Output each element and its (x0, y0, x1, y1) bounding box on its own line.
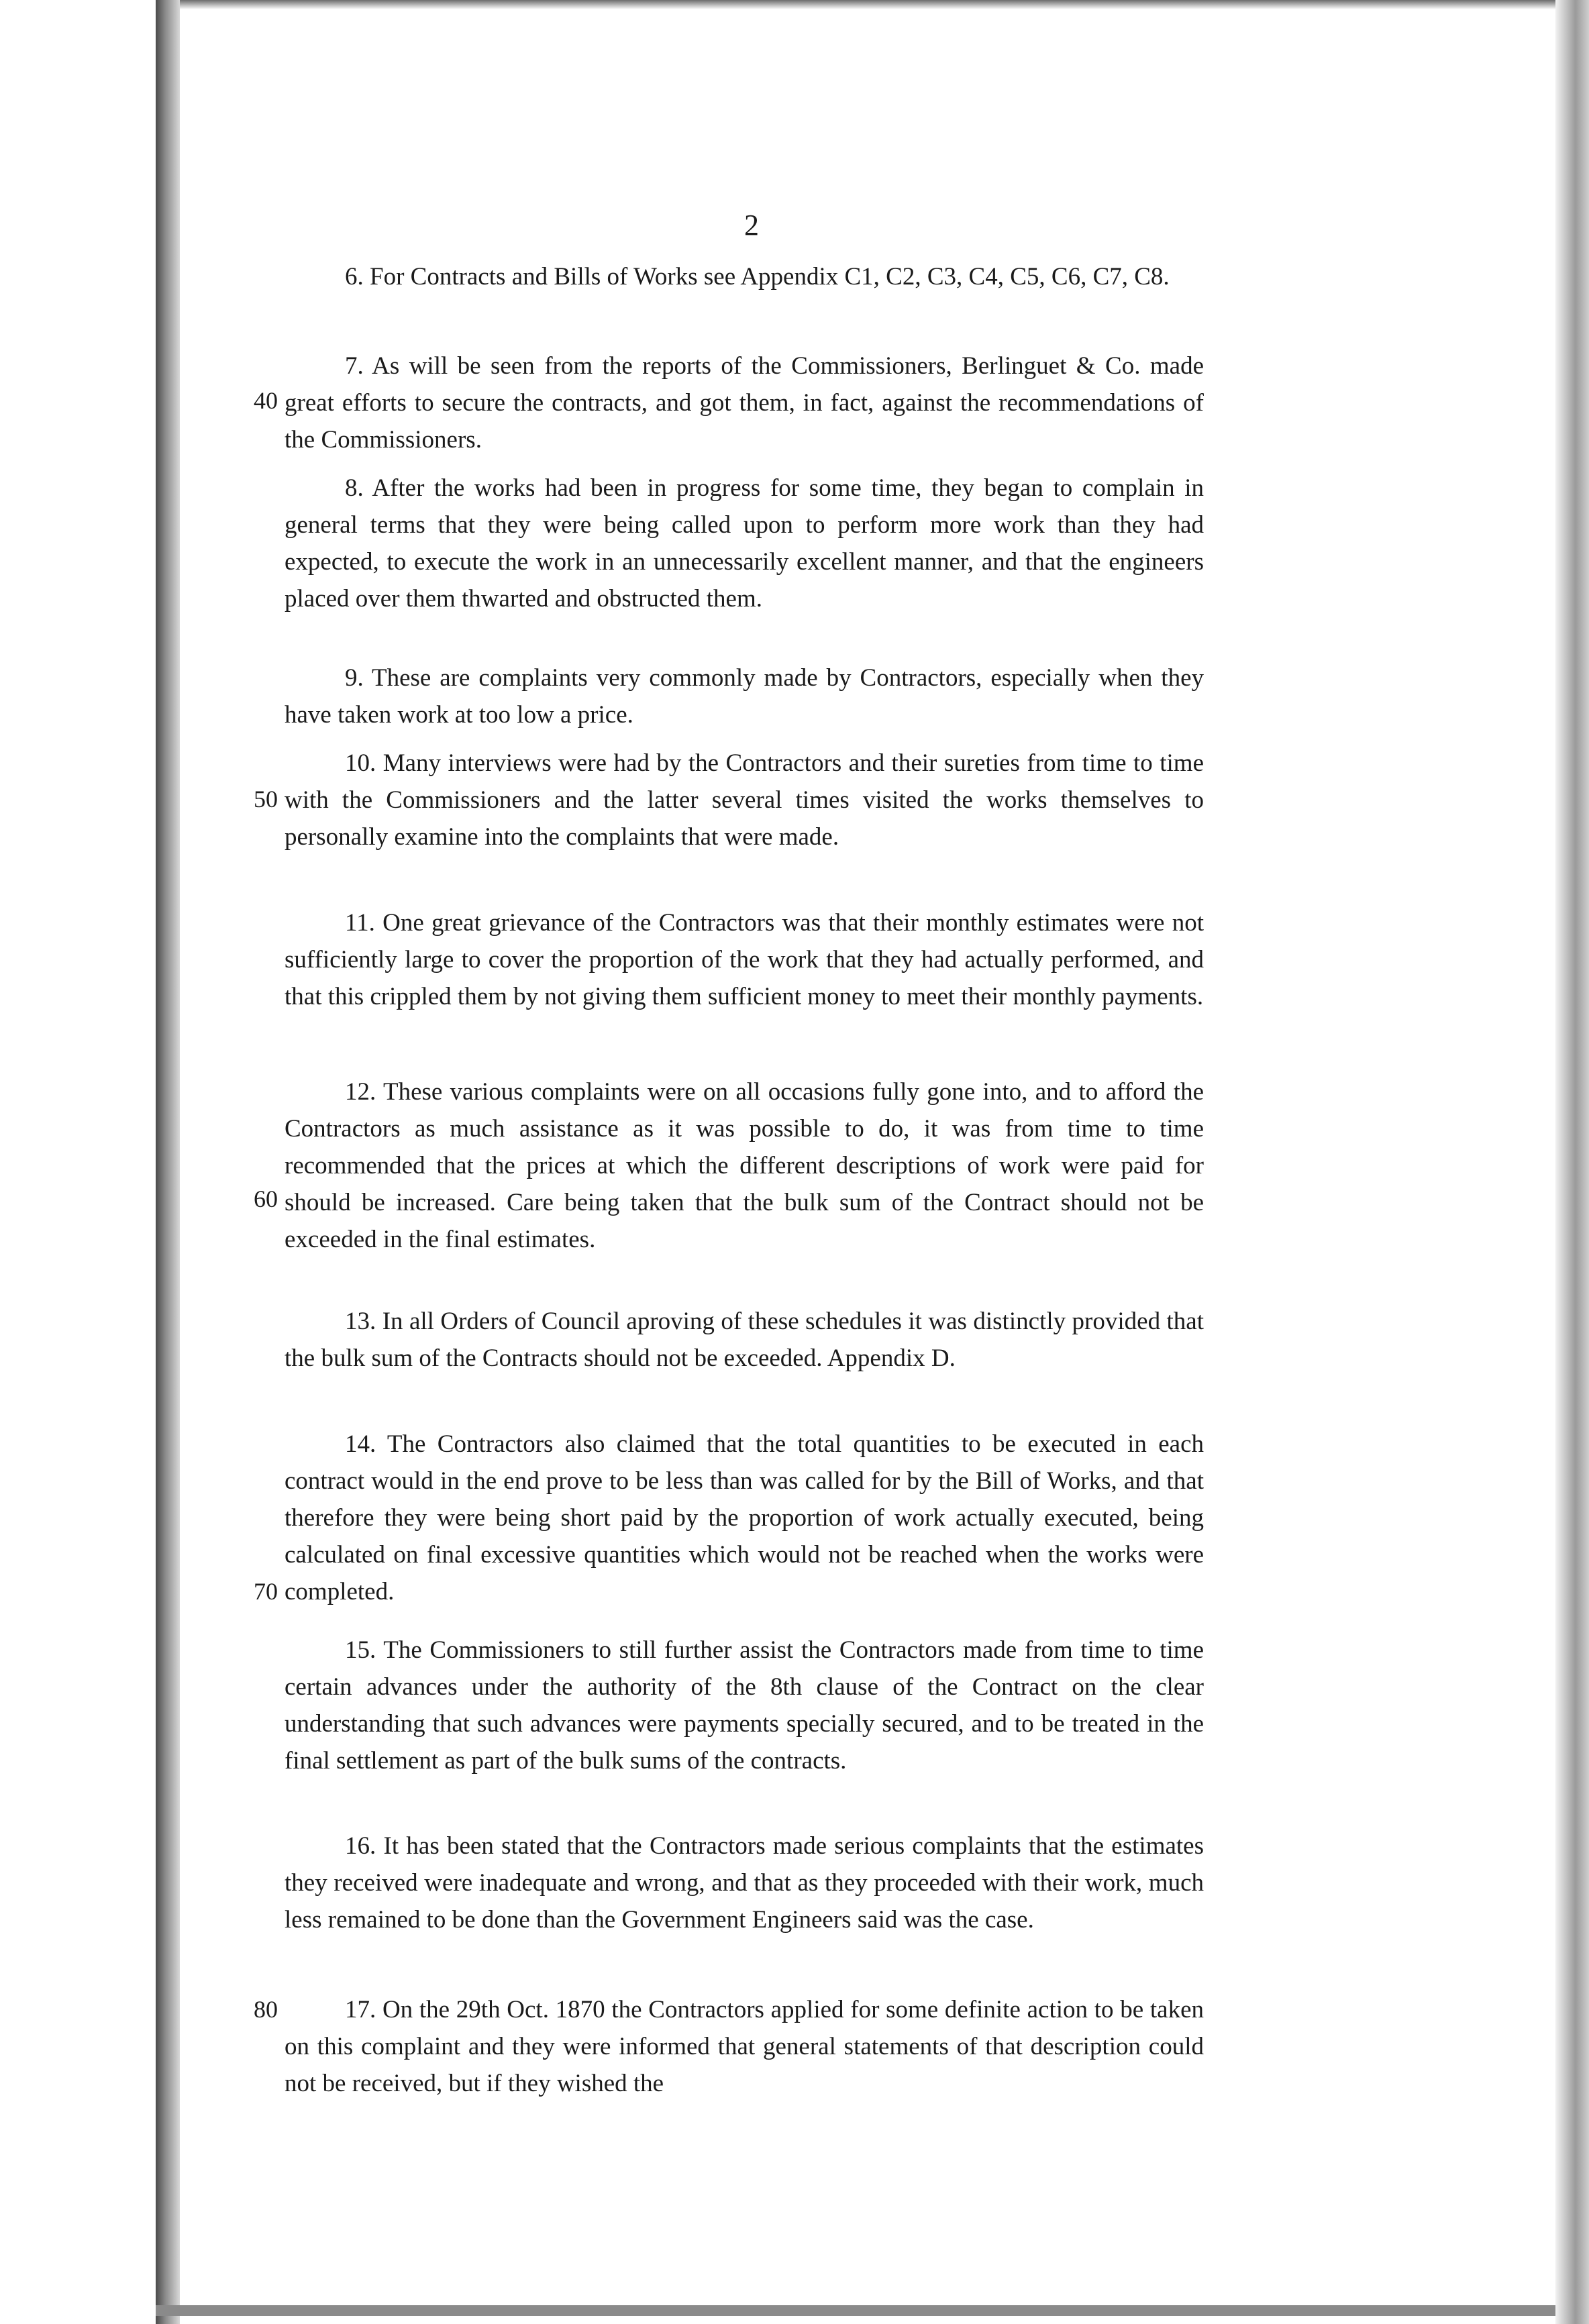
page-margin-left (0, 0, 156, 2324)
paragraph-11: 11. One great grievance of the Contractors was that their monthly estimates were not sufficiently large to cover the proportion of the work that they had actually performed, and that this crippled them by not giving them sufficient money to meet their monthly payments. (285, 909, 1204, 1010)
margin-line-number: 70 (254, 1578, 278, 1605)
paragraph-6: 6. For Contracts and Bills of Works see Appendix C1, C2, C3, C4, C5, C6, C7, C8. (345, 263, 1170, 290)
paragraph-15: 15. The Commissioners to still further assist the Contractors made from time to time certain advances under the authority of the 8th clause of the Contract on the clear understanding that such advances were payments specially secured, and to be treated in the final settlement as part of the bulk sums of the contracts. (285, 1636, 1204, 1775)
margin-line-number: 80 (254, 1996, 278, 2023)
paragraph-10: 10. Many interviews were had by the Contractors and their sureties from time to time with the Commissioners and the latter several times visited the works themselves to personally examine into the complaints that were made. (285, 749, 1204, 851)
paragraph-16: 16. It has been stated that the Contractors made serious complaints that the estimates they received were inadequate and wrong, and that as they proceeded with their work, much less remained to be done than the Government Engineers said was the case. (285, 1832, 1204, 1934)
binding-edge (156, 0, 180, 2324)
paragraph-13: 13. In all Orders of Council aproving of these schedules it was distinctly provided that the bulk sum of the Contracts should not be exceeded. Appendix D. (285, 1308, 1204, 1372)
paragraph-17: 17. On the 29th Oct. 1870 the Contractors applied for some definite action to be taken on this complaint and they were informed that general statements of that description could not be received, but if they wished the (285, 1996, 1204, 2097)
margin-line-number: 40 (254, 387, 278, 414)
right-edge (1555, 0, 1589, 2324)
paragraph-12: 12. These various complaints were on all occasions fully gone into, and to afford the Contractors as much assistance as it was possible to do, it was from time to time recommended that the prices at which the different descriptions of work were paid for should be increased. Care being taken that the bulk sum of the Contract should not be exceeded in the final estimates. (285, 1078, 1204, 1253)
bottom-edge (156, 2305, 1555, 2316)
paragraph-14: 14. The Contractors also claimed that the total quantities to be executed in each contract would in the end prove to be less than was called for by the Bill of Works, and that therefore they were being short paid by the proportion of work actually executed, being calculated on final excessive quantities which would not be reached when the works were completed. (285, 1430, 1204, 1605)
margin-line-number: 60 (254, 1185, 278, 1212)
top-edge (180, 0, 1555, 9)
page-number: 2 (744, 209, 759, 242)
margin-line-number: 50 (254, 786, 278, 812)
paragraph-9: 9. These are complaints very commonly made by Contractors, especially when they have taken work at too low a price. (285, 664, 1204, 729)
paragraph-7: 7. As will be seen from the reports of the Commissioners, Berlinguet & Co. made great efforts to secure the contracts, and got them, in fact, against the recommendations of the Commissioners. (285, 352, 1204, 454)
paragraph-8: 8. After the works had been in progress for some time, they began to complain in general terms that they were being called upon to perform more work than they had expected, to execute the work in an unnecessarily excellent manner, and that the engineers placed over them thwarted and obstructed them. (285, 474, 1204, 613)
